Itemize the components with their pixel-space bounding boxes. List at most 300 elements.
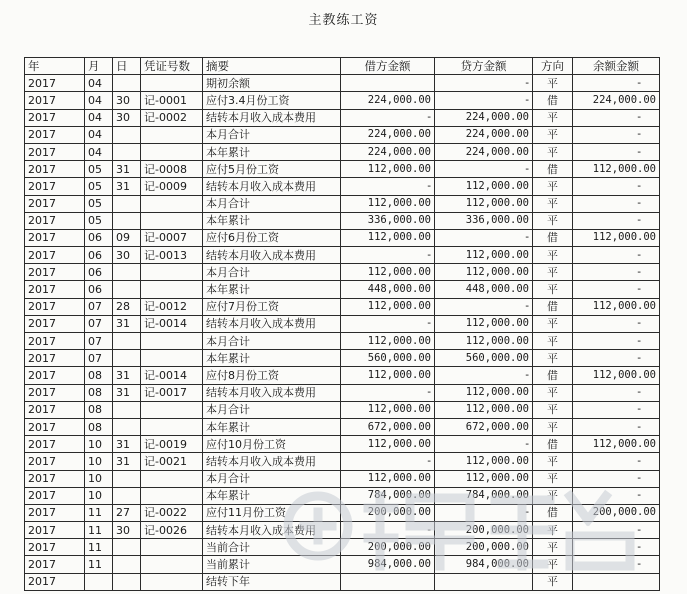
- cell-day: 30: [113, 522, 141, 539]
- cell-debit: [341, 573, 435, 590]
- cell-credit: -: [435, 367, 533, 384]
- cell-voucher: 记-0017: [141, 384, 203, 401]
- cell-credit: 224,000.00: [435, 109, 533, 126]
- cell-balance: -: [573, 143, 660, 160]
- cell-credit: 224,000.00: [435, 126, 533, 143]
- cell-month: 08: [85, 401, 113, 418]
- cell-voucher: 记-0019: [141, 436, 203, 453]
- table-row: [25, 418, 660, 435]
- cell-month: 07: [85, 333, 113, 350]
- cell-day: [113, 143, 141, 160]
- cell-debit: 336,000.00: [341, 212, 435, 229]
- cell-summary: 结转本月收入成本费用: [203, 109, 341, 126]
- cell-debit: 200,000.00: [341, 539, 435, 556]
- cell-summary: 本年累计: [203, 418, 341, 435]
- cell-month: 10: [85, 453, 113, 470]
- cell-month: 04: [85, 75, 113, 92]
- col-header-month: 月: [85, 58, 113, 75]
- cell-summary: 结转本月收入成本费用: [203, 247, 341, 264]
- cell-month: 11: [85, 504, 113, 521]
- table-row: [25, 487, 660, 504]
- cell-summary: 本月合计: [203, 195, 341, 212]
- cell-balance: -: [573, 401, 660, 418]
- cell-credit: -: [435, 161, 533, 178]
- table-row: [25, 212, 660, 229]
- cell-debit: 448,000.00: [341, 281, 435, 298]
- table-row: [25, 539, 660, 556]
- cell-direction: 平: [533, 333, 573, 350]
- cell-credit: -: [435, 436, 533, 453]
- cell-voucher: 记-0008: [141, 161, 203, 178]
- cell-credit: 224,000.00: [435, 143, 533, 160]
- cell-month: 06: [85, 281, 113, 298]
- cell-credit: 672,000.00: [435, 418, 533, 435]
- cell-credit: 112,000.00: [435, 401, 533, 418]
- cell-credit: 984,000.00: [435, 556, 533, 573]
- cell-year: 2017: [25, 470, 85, 487]
- cell-year: 2017: [25, 487, 85, 504]
- cell-credit: 112,000.00: [435, 333, 533, 350]
- cell-summary: 结转本月收入成本费用: [203, 522, 341, 539]
- cell-voucher: 记-0026: [141, 522, 203, 539]
- cell-year: 2017: [25, 350, 85, 367]
- cell-month: 04: [85, 109, 113, 126]
- cell-debit: 984,000.00: [341, 556, 435, 573]
- cell-year: 2017: [25, 161, 85, 178]
- cell-day: 30: [113, 92, 141, 109]
- cell-summary: 本月合计: [203, 264, 341, 281]
- cell-debit: 112,000.00: [341, 470, 435, 487]
- cell-credit: 112,000.00: [435, 178, 533, 195]
- cell-credit: 200,000.00: [435, 539, 533, 556]
- table-row: [25, 109, 660, 126]
- cell-summary: 本年累计: [203, 487, 341, 504]
- cell-debit: 112,000.00: [341, 401, 435, 418]
- cell-summary: 结转本月收入成本费用: [203, 178, 341, 195]
- cell-balance: 112,000.00: [573, 367, 660, 384]
- table-row: [25, 470, 660, 487]
- cell-day: [113, 573, 141, 590]
- cell-debit: 112,000.00: [341, 161, 435, 178]
- cell-credit: 784,000.00: [435, 487, 533, 504]
- cell-credit: -: [435, 75, 533, 92]
- table-row: [25, 401, 660, 418]
- cell-direction: 平: [533, 522, 573, 539]
- cell-balance: 112,000.00: [573, 436, 660, 453]
- cell-balance: -: [573, 195, 660, 212]
- cell-direction: 平: [533, 75, 573, 92]
- cell-direction: 平: [533, 453, 573, 470]
- cell-year: 2017: [25, 247, 85, 264]
- cell-day: 31: [113, 436, 141, 453]
- cell-year: 2017: [25, 573, 85, 590]
- cell-balance: -: [573, 556, 660, 573]
- cell-direction: 平: [533, 143, 573, 160]
- cell-voucher: [141, 264, 203, 281]
- cell-balance: [573, 573, 660, 590]
- table-row: [25, 573, 660, 590]
- cell-year: 2017: [25, 367, 85, 384]
- cell-day: [113, 212, 141, 229]
- cell-debit: 112,000.00: [341, 333, 435, 350]
- cell-day: 31: [113, 178, 141, 195]
- cell-day: [113, 350, 141, 367]
- cell-year: 2017: [25, 229, 85, 246]
- cell-month: 08: [85, 384, 113, 401]
- cell-voucher: [141, 126, 203, 143]
- cell-balance: 112,000.00: [573, 229, 660, 246]
- cell-summary: 本年累计: [203, 143, 341, 160]
- table-row: [25, 522, 660, 539]
- cell-debit: -: [341, 109, 435, 126]
- table-row: [25, 264, 660, 281]
- cell-balance: -: [573, 453, 660, 470]
- table-row: [25, 195, 660, 212]
- cell-balance: -: [573, 522, 660, 539]
- cell-credit: 112,000.00: [435, 195, 533, 212]
- cell-day: 30: [113, 109, 141, 126]
- cell-summary: 本月合计: [203, 401, 341, 418]
- cell-balance: -: [573, 212, 660, 229]
- table-row: [25, 75, 660, 92]
- cell-summary: 结转本月收入成本费用: [203, 384, 341, 401]
- cell-summary: 结转本月收入成本费用: [203, 315, 341, 332]
- table-row: [25, 367, 660, 384]
- cell-year: 2017: [25, 315, 85, 332]
- cell-voucher: [141, 470, 203, 487]
- cell-year: 2017: [25, 126, 85, 143]
- cell-direction: 平: [533, 212, 573, 229]
- col-header-day: 日: [113, 58, 141, 75]
- cell-year: 2017: [25, 333, 85, 350]
- cell-balance: -: [573, 539, 660, 556]
- cell-direction: 平: [533, 556, 573, 573]
- cell-month: 10: [85, 436, 113, 453]
- cell-balance: -: [573, 75, 660, 92]
- cell-month: 10: [85, 470, 113, 487]
- cell-month: 06: [85, 229, 113, 246]
- cell-year: 2017: [25, 109, 85, 126]
- cell-summary: 本月合计: [203, 470, 341, 487]
- cell-summary: 本年累计: [203, 281, 341, 298]
- cell-year: 2017: [25, 212, 85, 229]
- cell-month: 08: [85, 367, 113, 384]
- col-header-summary: 摘要: [203, 58, 341, 75]
- cell-day: [113, 264, 141, 281]
- cell-balance: -: [573, 350, 660, 367]
- cell-balance: -: [573, 487, 660, 504]
- cell-direction: 借: [533, 367, 573, 384]
- cell-balance: -: [573, 109, 660, 126]
- cell-balance: -: [573, 418, 660, 435]
- cell-summary: 结转下年: [203, 573, 341, 590]
- cell-voucher: [141, 333, 203, 350]
- cell-month: 10: [85, 487, 113, 504]
- cell-month: 06: [85, 247, 113, 264]
- cell-voucher: 记-0007: [141, 229, 203, 246]
- cell-balance: 112,000.00: [573, 298, 660, 315]
- cell-direction: 借: [533, 298, 573, 315]
- cell-direction: 平: [533, 470, 573, 487]
- table-row: [25, 143, 660, 160]
- cell-year: 2017: [25, 264, 85, 281]
- cell-debit: -: [341, 522, 435, 539]
- table-row: [25, 333, 660, 350]
- table-row: [25, 504, 660, 521]
- cell-balance: -: [573, 247, 660, 264]
- cell-debit: -: [341, 384, 435, 401]
- table-row: [25, 178, 660, 195]
- cell-balance: -: [573, 178, 660, 195]
- table-row: [25, 126, 660, 143]
- cell-year: 2017: [25, 539, 85, 556]
- cell-month: 11: [85, 556, 113, 573]
- cell-month: 07: [85, 298, 113, 315]
- cell-day: [113, 75, 141, 92]
- cell-month: 05: [85, 161, 113, 178]
- table-row: [25, 384, 660, 401]
- cell-credit: 200,000.00: [435, 522, 533, 539]
- cell-debit: 112,000.00: [341, 229, 435, 246]
- cell-day: 31: [113, 161, 141, 178]
- cell-summary: 应付10月份工资: [203, 436, 341, 453]
- cell-month: 11: [85, 539, 113, 556]
- cell-debit: 224,000.00: [341, 126, 435, 143]
- cell-voucher: 记-0013: [141, 247, 203, 264]
- cell-credit: [435, 573, 533, 590]
- cell-direction: 借: [533, 229, 573, 246]
- cell-summary: 应付7月份工资: [203, 298, 341, 315]
- cell-direction: 平: [533, 315, 573, 332]
- cell-direction: 平: [533, 126, 573, 143]
- cell-day: 09: [113, 229, 141, 246]
- cell-year: 2017: [25, 178, 85, 195]
- cell-voucher: [141, 487, 203, 504]
- cell-day: [113, 487, 141, 504]
- cell-credit: -: [435, 92, 533, 109]
- cell-credit: 448,000.00: [435, 281, 533, 298]
- cell-debit: 560,000.00: [341, 350, 435, 367]
- cell-credit: 112,000.00: [435, 384, 533, 401]
- cell-credit: -: [435, 298, 533, 315]
- cell-debit: 112,000.00: [341, 264, 435, 281]
- cell-year: 2017: [25, 401, 85, 418]
- header-row: [25, 58, 660, 75]
- table-row: [25, 229, 660, 246]
- cell-month: [85, 573, 113, 590]
- cell-direction: 平: [533, 247, 573, 264]
- cell-year: 2017: [25, 281, 85, 298]
- cell-voucher: 记-0002: [141, 109, 203, 126]
- cell-direction: 平: [533, 384, 573, 401]
- cell-summary: 期初余额: [203, 75, 341, 92]
- table-row: [25, 298, 660, 315]
- cell-balance: -: [573, 281, 660, 298]
- cell-credit: 112,000.00: [435, 264, 533, 281]
- cell-day: 31: [113, 367, 141, 384]
- table-row: [25, 436, 660, 453]
- table-row: [25, 350, 660, 367]
- cell-day: [113, 539, 141, 556]
- cell-summary: 本月合计: [203, 126, 341, 143]
- cell-balance: -: [573, 470, 660, 487]
- cell-credit: 112,000.00: [435, 247, 533, 264]
- cell-month: 11: [85, 522, 113, 539]
- page-title: 主教练工资: [308, 13, 379, 28]
- cell-direction: 平: [533, 281, 573, 298]
- ledger-table: [24, 57, 660, 591]
- cell-year: 2017: [25, 522, 85, 539]
- cell-year: 2017: [25, 556, 85, 573]
- cell-day: [113, 281, 141, 298]
- cell-direction: 平: [533, 487, 573, 504]
- cell-voucher: [141, 556, 203, 573]
- cell-summary: 当前累计: [203, 556, 341, 573]
- cell-balance: 200,000.00: [573, 504, 660, 521]
- cell-year: 2017: [25, 75, 85, 92]
- table-row: [25, 247, 660, 264]
- cell-debit: 224,000.00: [341, 92, 435, 109]
- cell-month: 05: [85, 195, 113, 212]
- col-header-debit: 借方金额: [341, 58, 435, 75]
- cell-voucher: [141, 401, 203, 418]
- cell-voucher: 记-0022: [141, 504, 203, 521]
- col-header-year: 年: [25, 58, 85, 75]
- cell-voucher: [141, 418, 203, 435]
- cell-debit: 224,000.00: [341, 143, 435, 160]
- cell-debit: 672,000.00: [341, 418, 435, 435]
- cell-month: 08: [85, 418, 113, 435]
- cell-voucher: [141, 143, 203, 160]
- cell-voucher: 记-0014: [141, 315, 203, 332]
- cell-direction: 借: [533, 436, 573, 453]
- col-header-direction: 方向: [533, 58, 573, 75]
- cell-direction: 平: [533, 350, 573, 367]
- cell-day: 27: [113, 504, 141, 521]
- cell-month: 04: [85, 92, 113, 109]
- cell-credit: 112,000.00: [435, 315, 533, 332]
- cell-summary: 应付6月份工资: [203, 229, 341, 246]
- cell-day: 31: [113, 453, 141, 470]
- cell-year: 2017: [25, 453, 85, 470]
- cell-year: 2017: [25, 436, 85, 453]
- cell-debit: 112,000.00: [341, 298, 435, 315]
- cell-summary: 本年累计: [203, 350, 341, 367]
- cell-month: 04: [85, 143, 113, 160]
- cell-day: [113, 401, 141, 418]
- cell-direction: 平: [533, 109, 573, 126]
- cell-balance: -: [573, 315, 660, 332]
- cell-voucher: [141, 195, 203, 212]
- cell-direction: 借: [533, 161, 573, 178]
- cell-balance: 224,000.00: [573, 92, 660, 109]
- cell-balance: 112,000.00: [573, 161, 660, 178]
- cell-day: [113, 333, 141, 350]
- cell-day: 28: [113, 298, 141, 315]
- cell-year: 2017: [25, 92, 85, 109]
- cell-credit: 336,000.00: [435, 212, 533, 229]
- cell-day: 30: [113, 247, 141, 264]
- cell-voucher: [141, 75, 203, 92]
- cell-voucher: 记-0021: [141, 453, 203, 470]
- cell-voucher: 记-0014: [141, 367, 203, 384]
- cell-credit: 112,000.00: [435, 453, 533, 470]
- cell-year: 2017: [25, 143, 85, 160]
- cell-voucher: 记-0012: [141, 298, 203, 315]
- cell-voucher: 记-0009: [141, 178, 203, 195]
- cell-debit: 112,000.00: [341, 195, 435, 212]
- cell-year: 2017: [25, 195, 85, 212]
- cell-debit: -: [341, 453, 435, 470]
- cell-credit: 560,000.00: [435, 350, 533, 367]
- cell-month: 05: [85, 178, 113, 195]
- cell-voucher: [141, 539, 203, 556]
- table-row: [25, 556, 660, 573]
- cell-day: [113, 195, 141, 212]
- cell-direction: 平: [533, 573, 573, 590]
- cell-day: [113, 470, 141, 487]
- cell-month: 06: [85, 264, 113, 281]
- cell-debit: -: [341, 178, 435, 195]
- cell-direction: 平: [533, 195, 573, 212]
- cell-debit: 112,000.00: [341, 436, 435, 453]
- cell-direction: 平: [533, 401, 573, 418]
- cell-year: 2017: [25, 298, 85, 315]
- cell-year: 2017: [25, 418, 85, 435]
- cell-direction: 借: [533, 92, 573, 109]
- cell-summary: 结转本月收入成本费用: [203, 453, 341, 470]
- cell-direction: 平: [533, 539, 573, 556]
- table-row: [25, 315, 660, 332]
- cell-voucher: [141, 350, 203, 367]
- cell-summary: 应付3.4月份工资: [203, 92, 341, 109]
- cell-day: 31: [113, 315, 141, 332]
- cell-month: 07: [85, 315, 113, 332]
- cell-balance: -: [573, 384, 660, 401]
- table-row: [25, 281, 660, 298]
- col-header-credit: 贷方金额: [435, 58, 533, 75]
- cell-month: 05: [85, 212, 113, 229]
- cell-summary: 本年累计: [203, 212, 341, 229]
- cell-summary: 应付5月份工资: [203, 161, 341, 178]
- cell-balance: -: [573, 333, 660, 350]
- table-row: [25, 92, 660, 109]
- cell-credit: -: [435, 229, 533, 246]
- cell-month: 07: [85, 350, 113, 367]
- cell-day: [113, 418, 141, 435]
- cell-summary: 应付8月份工资: [203, 367, 341, 384]
- cell-balance: -: [573, 264, 660, 281]
- col-header-balance: 余额金额: [573, 58, 660, 75]
- cell-debit: 112,000.00: [341, 367, 435, 384]
- col-header-voucher: 凭证号数: [141, 58, 203, 75]
- cell-year: 2017: [25, 384, 85, 401]
- cell-month: 04: [85, 126, 113, 143]
- cell-summary: 本月合计: [203, 333, 341, 350]
- cell-debit: 784,000.00: [341, 487, 435, 504]
- cell-credit: 112,000.00: [435, 470, 533, 487]
- cell-credit: -: [435, 504, 533, 521]
- cell-voucher: [141, 212, 203, 229]
- cell-summary: 当前合计: [203, 539, 341, 556]
- table-row: [25, 453, 660, 470]
- cell-direction: 借: [533, 504, 573, 521]
- cell-voucher: 记-0001: [141, 92, 203, 109]
- cell-voucher: [141, 281, 203, 298]
- table-row: [25, 161, 660, 178]
- cell-debit: -: [341, 315, 435, 332]
- cell-direction: 平: [533, 178, 573, 195]
